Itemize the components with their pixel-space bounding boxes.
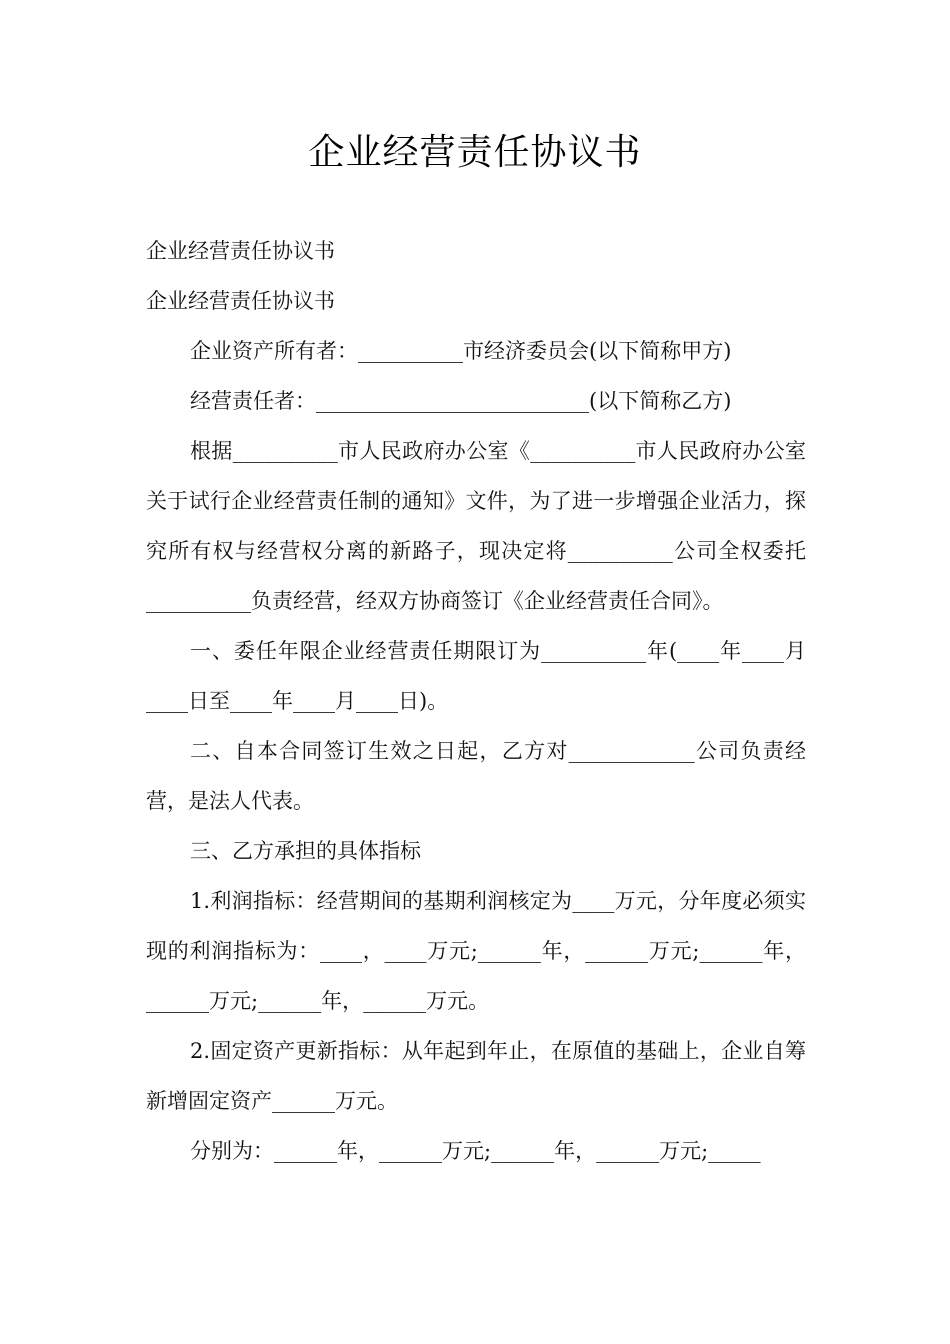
paragraph-heading-2: 企业经营责任协议书 <box>146 289 335 313</box>
paragraph-party-a: 企业资产所有者：__________市经济委员会(以下简称甲方) <box>190 339 732 363</box>
paragraph-asset-indicator: 2.固定资产更新指标：从年起到年止，在原值的基础上，企业自筹新增固定资产______万元。 <box>146 1039 806 1113</box>
paragraph-breakdown: 分别为：______年，______万元;______年，______万元;_____ <box>190 1139 761 1163</box>
paragraph-clause-3: 三、乙方承担的具体指标 <box>190 839 421 863</box>
paragraph-clause-2: 二、自本合同签订生效之日起，乙方对____________公司负责经营，是法人代表。 <box>146 739 806 813</box>
paragraph-profit-indicator: 1.利润指标：经营期间的基期利润核定为____万元，分年度必须实现的利润指标为：____，____万元;______年，______万元;______年，______万元;______年，______万元。 <box>146 889 806 1013</box>
paragraph-clause-1: 一、委任年限企业经营责任期限订为__________年(____年____月____日至____年____月____日)。 <box>146 639 806 713</box>
paragraph-party-b: 经营责任者：__________________________(以下简称乙方) <box>190 389 732 413</box>
document-title: 企业经营责任协议书 <box>308 132 642 173</box>
document-body <box>146 226 806 1176</box>
paragraph-heading-1: 企业经营责任协议书 <box>146 239 335 263</box>
paragraph-basis: 根据__________市人民政府办公室《__________市人民政府办公室关于试行企业经营责任制的通知》文件，为了进一步增强企业活力，探究所有权与经营权分离的新路子，现决定将__________公司全权委托__________负责经营，经双方协商签订《企业经营责任合同》。 <box>146 439 806 613</box>
